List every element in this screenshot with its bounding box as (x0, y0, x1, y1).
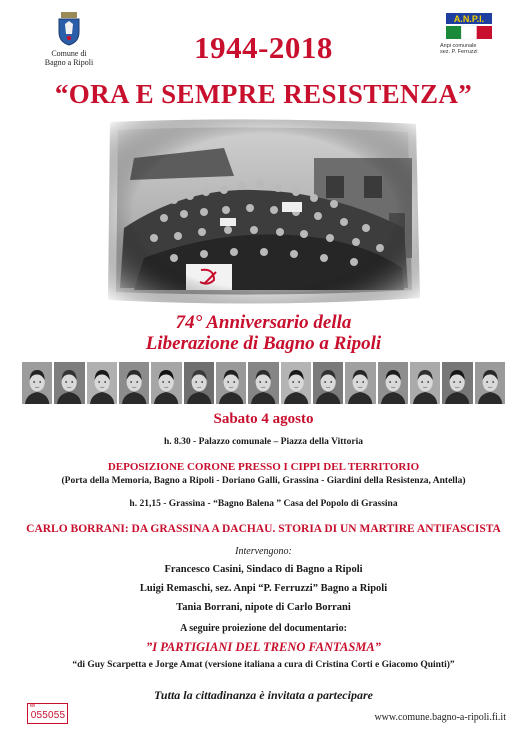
portrait-photo (248, 362, 278, 404)
portrait-photo (151, 362, 181, 404)
ceremony-title: DEPOSIZIONE CORONE PRESSO I CIPPI DEL TERRITORIO (107, 461, 420, 473)
documentary-intro: A seguire proiezione del documentario: (180, 623, 347, 634)
evening-event-title: CARLO BORRANI: DA GRASSINA A DACHAU. STORIA DI UN MARTIRE ANTIFASCISTA (26, 523, 501, 535)
portrait-photo (313, 362, 343, 404)
anniversary-line1: 74° Anniversario della (175, 312, 352, 333)
morning-time-location: h. 8.30 - Palazzo comunale – Piazza della Vittoria (164, 437, 363, 447)
portrait-photo (281, 362, 311, 404)
speaker-item: Tania Borrani, nipote di Carlo Borrani (176, 602, 351, 613)
evening-time-location: h. 21,15 - Grassina - “Bagno Balena ” Casa del Popolo di Grassina (129, 499, 398, 509)
documentary-title: ”I PARTIGIANI DEL TRENO FANTASMA” (145, 640, 381, 654)
portrait-photo (54, 362, 84, 404)
anniversary-line2: Liberazione di Bagno a Ripoli (145, 333, 382, 354)
portrait-photo (475, 362, 505, 404)
event-date: Sabato 4 agosto (213, 411, 314, 427)
portrait-photo (119, 362, 149, 404)
speaker-item: Luigi Remaschi, sez. Anpi “P. Ferruzzi” Bagno a Ripoli (139, 583, 388, 594)
anpi-line2: sez. P. Ferruzzi (440, 49, 478, 55)
portrait-photo (442, 362, 472, 404)
portrait-photo (184, 362, 214, 404)
website-link[interactable]: www.comune.bagno-a-ripoli.fi.it (374, 712, 506, 723)
comune-line2: Bagno a Ripoli (44, 58, 94, 67)
documentary-credits: “di Guy Scarpetta e Jorge Amat (versione italiana a cura di Cristina Corti e Giacomo Quinti)” (72, 660, 455, 670)
portrait-photo (378, 362, 408, 404)
speaker-item: Francesco Casini, Sindaco di Bagno a Ripoli (164, 564, 363, 575)
phone-number: 055055 (30, 710, 66, 721)
years-title: 1944-2018 (194, 30, 333, 65)
historical-group-photo (104, 118, 422, 306)
comune-line1: Comune di (51, 49, 87, 58)
portrait-photo (22, 362, 52, 404)
speakers-label: Intervengono: (235, 546, 292, 557)
anpi-logo-text: A.N.P.I. (453, 14, 485, 24)
ceremony-places: (Porta della Memoria, Bagno a Ripoli - Doriano Galli, Grassina - Giardini della Resistenza, Antella) (61, 476, 466, 486)
anpi-line1: Anpi comunale (440, 43, 477, 49)
invitation-line: Tutta la cittadinanza è invitata a partecipare (154, 688, 373, 702)
portrait-photo (216, 362, 246, 404)
phone-label: tel (30, 703, 36, 709)
portrait-photo (410, 362, 440, 404)
portrait-strip (22, 362, 505, 404)
portrait-photo (345, 362, 375, 404)
portrait-photo (87, 362, 117, 404)
motto-title: “ORA E SEMPRE RESISTENZA” (54, 79, 473, 109)
